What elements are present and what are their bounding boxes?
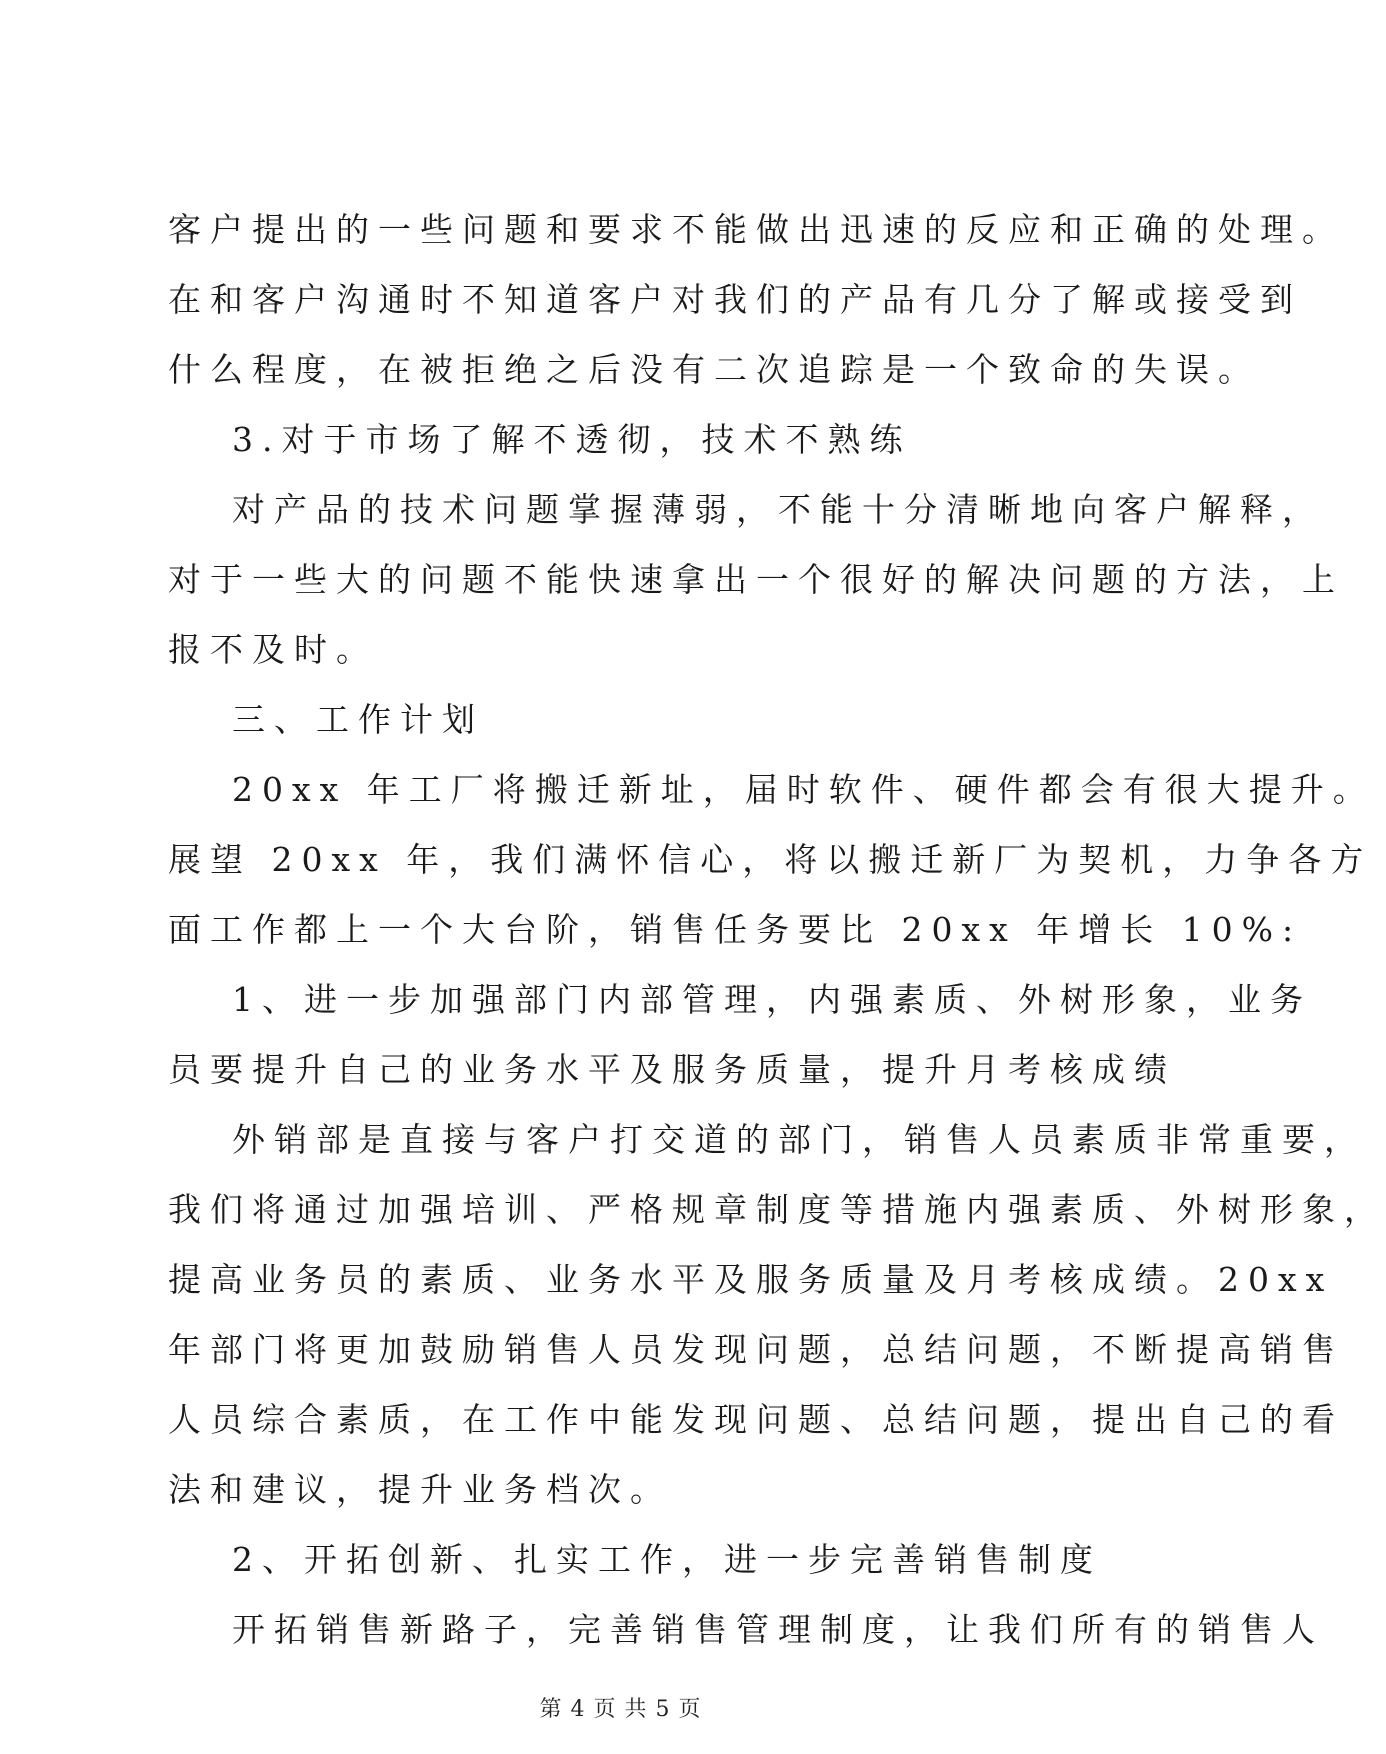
body-line: 员要提升自己的业务水平及服务质量，提升月考核成绩 bbox=[168, 1050, 1176, 1089]
page-footer: 第 4 页 共 5 页 bbox=[539, 1697, 702, 1722]
body-line: 在和客户沟通时不知道客户对我们的产品有几分了解或接受到 bbox=[168, 280, 1302, 319]
section-heading: 1、进一步加强部门内部管理，内强素质、外树形象，业务 bbox=[232, 980, 1312, 1019]
body-line: 法和建议，提升业务档次。 bbox=[168, 1470, 672, 1509]
section-heading: 2、开拓创新、扎实工作，进一步完善销售制度 bbox=[232, 1540, 1102, 1579]
body-line: 提高业务员的素质、业务水平及服务质量及月考核成绩。20xx bbox=[168, 1260, 1334, 1299]
body-line: 对产品的技术问题掌握薄弱，不能十分清晰地向客户解释， bbox=[232, 490, 1324, 529]
body-line: 外销部是直接与客户打交道的部门，销售人员素质非常重要， bbox=[232, 1120, 1366, 1159]
body-line: 我们将通过加强培训、严格规章制度等措施内强素质、外树形象， bbox=[168, 1190, 1386, 1229]
body-line: 客户提出的一些问题和要求不能做出迅速的反应和正确的处理。 bbox=[168, 210, 1344, 249]
section-heading: 3.对于市场了解不透彻，技术不熟练 bbox=[232, 420, 912, 459]
body-line: 展望 20xx 年，我们满怀信心，将以搬迁新厂为契机，力争各方 bbox=[168, 840, 1373, 879]
body-line: 20xx 年工厂将搬迁新址，届时软件、硬件都会有很大提升。 bbox=[232, 770, 1375, 809]
body-line: 人员综合素质，在工作中能发现问题、总结问题，提出自己的看 bbox=[168, 1400, 1344, 1439]
body-line: 报不及时。 bbox=[168, 630, 378, 669]
body-line: 什么程度，在被拒绝之后没有二次追踪是一个致命的失误。 bbox=[168, 350, 1260, 389]
body-line: 面工作都上一个大台阶，销售任务要比 20xx 年增长 10%: bbox=[168, 910, 1303, 949]
section-heading: 三、工作计划 bbox=[232, 700, 484, 739]
body-line: 开拓销售新路子，完善销售管理制度，让我们所有的销售人 bbox=[232, 1610, 1324, 1649]
body-line: 对于一些大的问题不能快速拿出一个很好的解决问题的方法，上 bbox=[168, 560, 1344, 599]
body-line: 年部门将更加鼓励销售人员发现问题，总结问题，不断提高销售 bbox=[168, 1330, 1344, 1369]
